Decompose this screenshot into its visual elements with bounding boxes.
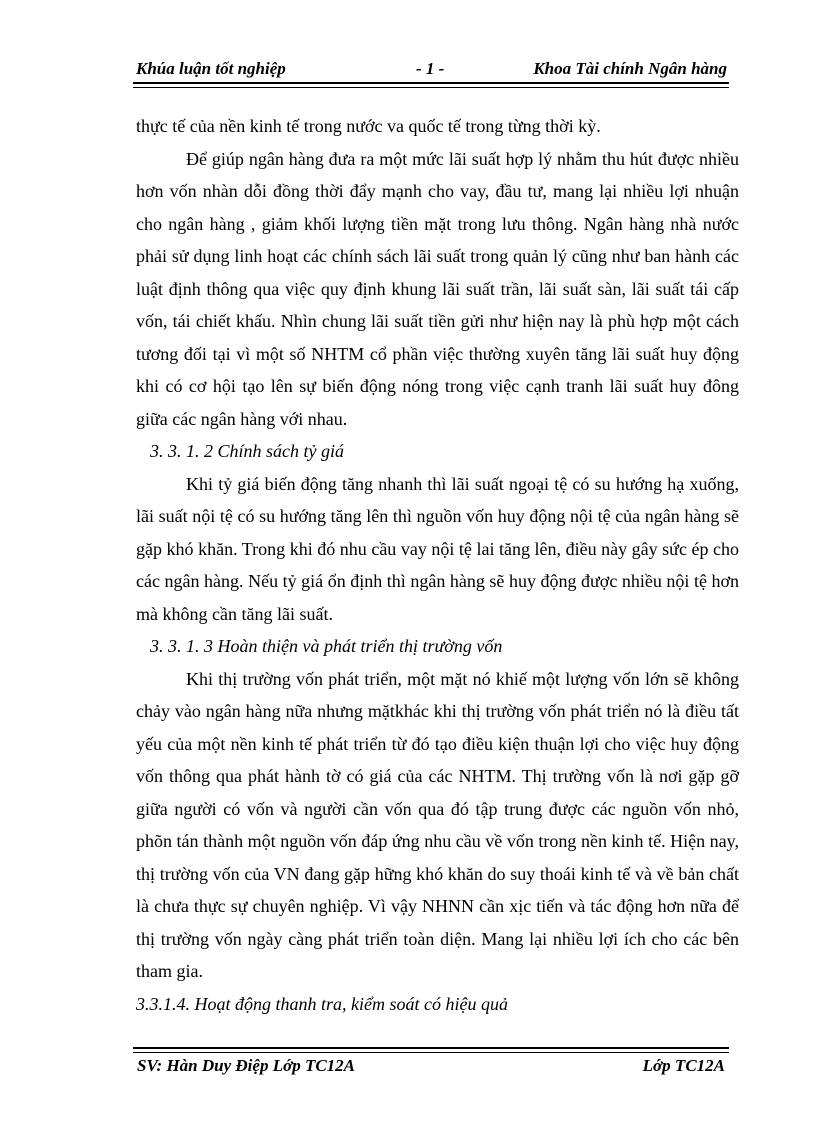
footer-class: Lớp TC12A bbox=[642, 1056, 725, 1075]
paragraph-continued: thực tế của nền kinh tế trong nước va quốc tế trong từng thời kỳ. bbox=[136, 116, 601, 136]
footer-student: SV: Hàn Duy Điệp Lớp TC12A bbox=[137, 1056, 356, 1075]
header-divider bbox=[133, 82, 729, 88]
page-header bbox=[133, 57, 729, 83]
paragraph-capital-market: Khi thị trường vốn phát triển, một mặt nó khiế một lượng vốn lớn sẽ không chảy vào ngân hàng nữa nhưng mặtkhác khi thị trường vốn phát triển nó là điều tất yếu của một nền kinh tế phát triển từ đó tạo điều kiện thuận lợi cho việc huy động vốn thông qua phát hành tờ có giá của các NHTM. Thị trường vốn là nơi gặp gỡ giữa người có vốn và người cần vốn qua đó tập trung được các nguồn vốn nhỏ, phõn tán thành một nguồn vốn đáp ứng nhu cầu về vốn trong nền kinh tế. Hiện nay, thị trường vốn của VN đang gặp hững khó khăn do suy thoái kinh tế và về bản chất là chưa thực sự chuyên nghiệp. Vì vậy NHNN cần xịc tiến và tác động hơn nữa để thị trường vốn ngày càng phát triển toàn diện. Mang lại nhiều lợi ích cho các bên tham gia. bbox=[136, 668, 739, 981]
header-thesis-title: Khúa luận tốt nghiệp bbox=[136, 59, 286, 78]
header-page-number: - 1 - bbox=[416, 59, 445, 78]
page-footer bbox=[133, 1054, 729, 1080]
section-heading-exchange-rate: 3. 3. 1. 2 Chính sách tỷ giá bbox=[150, 441, 344, 461]
section-heading-capital-market: 3. 3. 1. 3 Hoàn thiện và phát triển thị trường vốn bbox=[150, 636, 503, 656]
document-body bbox=[136, 110, 739, 1020]
paragraph-interest-rate-policy: Để giúp ngân hàng đưa ra một mức lãi suất hợp lý nhằm thu hút được nhiều hơn vốn nhàn dỗi đồng thời đẩy mạnh cho vay, đầu tư, mang lại nhiều lợi nhuận cho ngân hàng , giảm khối lượng tiền mặt trong lưu thông. Ngân hàng nhà nước phải sử dụng linh hoạt các chính sách lãi suất trong quản lý cũng như ban hành các luật định thông qua việc quy định khung lãi suất trần, lãi suất sàn, lãi suất tái cấp vốn, tái chiết khấu. Nhìn chung lãi suất tiền gửi như hiện nay là phù hợp một cách tương đối tại vì một số NHTM cổ phần việc thường xuyên tăng lãi suất huy động khi có cơ hội tạo lên sự biến động nóng trong việc cạnh tranh lãi suất huy đông giữa các ngân hàng với nhau. bbox=[136, 148, 739, 429]
header-faculty: Khoa Tài chính Ngân hàng bbox=[533, 59, 727, 78]
footer-divider bbox=[133, 1047, 729, 1053]
section-heading-inspection: 3.3.1.4. Hoạt động thanh tra, kiểm soát có hiệu quả bbox=[136, 993, 508, 1014]
paragraph-exchange-rate: Khi tỷ giá biến động tăng nhanh thì lãi suất ngoại tệ có su hướng hạ xuống, lãi suất nội tệ có su hướng tăng lên thì nguồn vốn huy động nội tệ của ngân hàng sẽ gặp khó khăn. Trong khi đó nhu cầu vay nội tệ lai tăng lên, điều này gây sức ép cho các ngân hàng. Nếu tỷ giá ổn định thì ngân hàng sẽ huy động được nhiều nội tệ hơn mà không cần tăng lãi suất. bbox=[136, 473, 739, 624]
